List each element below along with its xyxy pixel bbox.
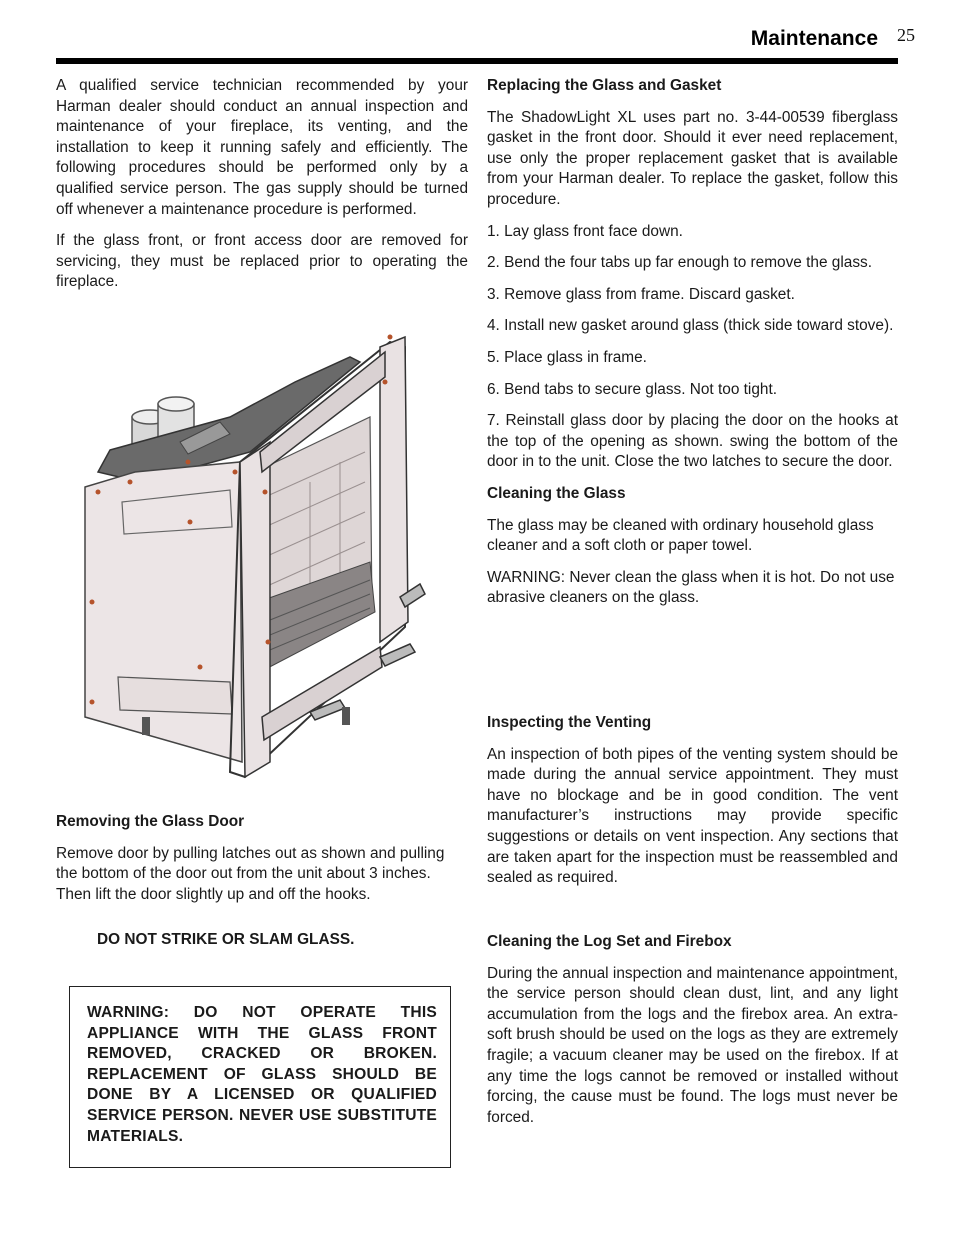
removing-heading: Removing the Glass Door — [56, 813, 245, 830]
step-3: 3. Remove glass from frame. Discard gasket. — [487, 285, 795, 303]
page-number: 25 — [897, 25, 915, 45]
caps-note: DO NOT STRIKE OR SLAM GLASS. — [97, 931, 355, 948]
warning-text: WARNING: DO NOT OPERATE THIS APPLIANCE WITH THE GLASS FRONT REMOVED, CRACKED OR BROKEN. REPLACEMENT OF GLASS SHOULD BE DONE BY A LICENSED OR QUALIFIED SERVICE PERSON. NEVER USE SUBSTITUTE MATERIALS. — [87, 1004, 437, 1145]
venting-section — [487, 713, 898, 900]
cleaning-glass-text: The glass may be cleaned with ordinary household glass cleaner and a soft cloth or paper towel. — [487, 516, 874, 555]
logset-text: During the annual inspection and maintenance appointment, the service person should clean dust, lint, and any light accumulation from the logs and the firebox area. An extra-soft brush should be used on the logs as they are extremely fragile; a vacuum cleaner may be used on the firebox. If at any time the logs cannot be removed or installed without forcing, the cause must be found. The logs must never be forced. — [487, 964, 898, 1126]
step-6: 6. Bend tabs to secure glass. Not too tight. — [487, 380, 778, 398]
intro-paragraph-2: If the glass front, or front access door are removed for servicing, they must be replaced prior to operating the fireplace. — [56, 232, 468, 291]
step-4: 4. Install new gasket around glass (thick side toward stove). — [487, 317, 894, 335]
intro-paragraph-1: A qualified service technician recommended by your Harman dealer should conduct an annual inspection and maintenance of your fireplace, its venting, and the installation to keep it running safely and efficiently. The following procedures should be performed only by a qualified service person. The gas supply should be turned off whenever a maintenance procedure is performed. — [56, 77, 468, 218]
cleaning-glass-heading: Cleaning the Glass — [487, 484, 626, 502]
venting-heading: Inspecting the Venting — [487, 714, 652, 731]
step-1: 1. Lay glass front face down. — [487, 222, 683, 240]
step-5: 5. Place glass in frame. — [487, 348, 647, 366]
step-2: 2. Bend the four tabs up far enough to remove the glass. — [487, 254, 873, 272]
replacing-heading: Replacing the Glass and Gasket — [487, 77, 722, 94]
warning-box — [69, 986, 451, 1168]
logset-section — [487, 932, 898, 1139]
removing-text: Remove door by pulling latches out as shown and pulling the bottom of the door out from the unit about 3 inches. Then lift the door slightly up and off the hooks. — [56, 844, 445, 903]
right-column — [487, 76, 898, 620]
step-7: 7. Reinstall glass door by placing the door on the hooks at the top of the opening as shown. swing the bottom of the door in to the unit. Close the two latches to secure the door. — [487, 412, 898, 471]
left-column — [56, 76, 468, 304]
replacing-intro: The ShadowLight XL uses part no. 3-44-00539 fiberglass gasket in the front door. Should it ever need replacement, use only the proper replacement gasket that is available from your Harman dealer. To replace the gasket, follow this procedure. — [487, 108, 898, 208]
removing-section — [56, 812, 468, 916]
fireplace-illustration — [80, 322, 430, 786]
cleaning-glass-warning: WARNING: Never clean the glass when it is hot. Do not use abrasive cleaners on the glass. — [487, 568, 895, 607]
logset-heading: Cleaning the Log Set and Firebox — [487, 933, 732, 950]
header-rule — [56, 58, 898, 64]
page-title: Maintenance — [750, 27, 878, 50]
venting-text: An inspection of both pipes of the venting system should be made during the annual service appointment. They must have no blockage and be in good condition. The vent manufacturer’s instructions may provide specific suggestions or details on vent inspection. Any sections that are taken apart for the inspection must be reassembled and sealed as required. — [487, 745, 898, 887]
